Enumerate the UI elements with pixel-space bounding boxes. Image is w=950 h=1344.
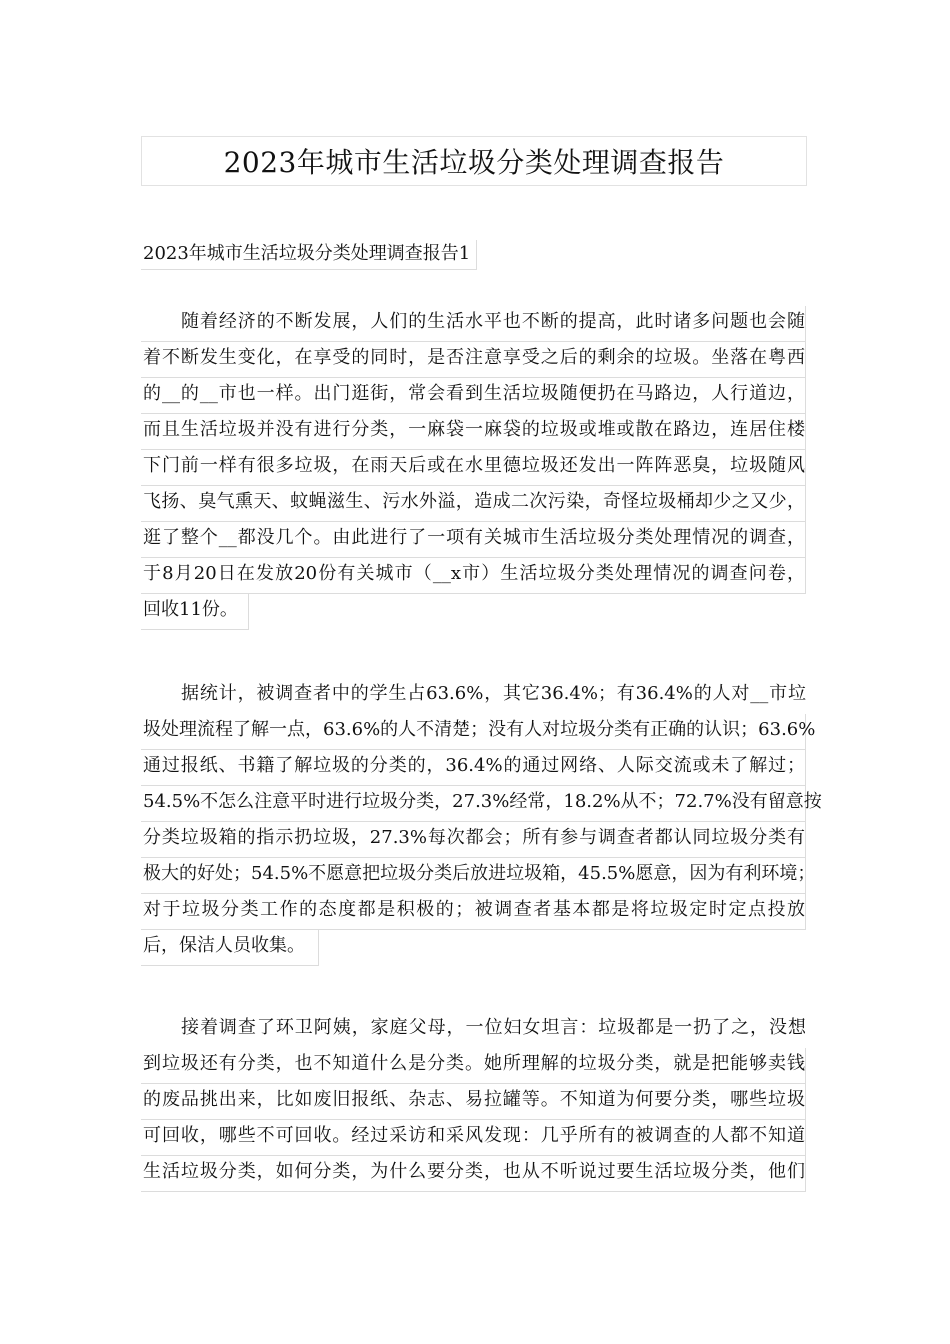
paragraph-1 xyxy=(141,306,806,630)
paragraph-line: 着不断发生变化，在享受的同时，是否注意享受之后的剩余的垃圾。坐落在粤西 xyxy=(141,342,806,378)
page-title: 2023年城市生活垃圾分类处理调查报告 xyxy=(223,146,725,179)
paragraph-line: 后，保洁人员收集。 xyxy=(141,930,319,966)
paragraph-line: 飞扬、臭气熏天、蚊蝇滋生、污水外溢，造成二次污染，奇怪垃圾桶却少之又少， xyxy=(141,486,806,522)
paragraph-line: 的废品挑出来，比如废旧报纸、杂志、易拉罐等。不知道为何要分类，哪些垃圾 xyxy=(141,1084,806,1120)
title-box xyxy=(141,136,807,186)
paragraph-line: 回收11份。 xyxy=(141,594,249,630)
paragraph-line: 分类垃圾箱的指示扔垃圾，27.3%每次都会；所有参与调查者都认同垃圾分类有 xyxy=(141,822,806,858)
paragraph-line: 逛了整个__都没几个。由此进行了一项有关城市生活垃圾分类处理情况的调查， xyxy=(141,522,806,558)
paragraph-line: 于8月20日在发放20份有关城市（__x市）生活垃圾分类处理情况的调查问卷， xyxy=(141,558,806,594)
paragraph-line: 生活垃圾分类，如何分类，为什么要分类，也从不听说过要生活垃圾分类，他们 xyxy=(141,1156,806,1192)
paragraph-line: 的__的__市也一样。出门逛街，常会看到生活垃圾随便扔在马路边，人行道边， xyxy=(141,378,806,414)
section-heading: 2023年城市生活垃圾分类处理调查报告1 xyxy=(141,240,477,270)
paragraph-line: 对于垃圾分类工作的态度都是积极的；被调查者基本都是将垃圾定时定点投放 xyxy=(141,894,806,930)
paragraph-line: 通过报纸、书籍了解垃圾的分类的，36.4%的通过网络、人际交流或未了解过； xyxy=(141,750,806,786)
paragraph-line: 而且生活垃圾并没有进行分类，一麻袋一麻袋的垃圾或堆或散在路边，连居住楼 xyxy=(141,414,806,450)
paragraph-3 xyxy=(141,1012,806,1192)
paragraph-2 xyxy=(141,678,822,966)
paragraph-line: 极大的好处；54.5%不愿意把垃圾分类后放进垃圾箱，45.5%愿意，因为有利环境； xyxy=(141,858,806,894)
paragraph-line: 随着经济的不断发展，人们的生活水平也不断的提高，此时诸多问题也会随 xyxy=(141,306,806,342)
paragraph-line: 据统计，被调查者中的学生占63.6%，其它36.4%；有36.4%的人对__市垃 xyxy=(181,683,806,704)
paragraph-line: 圾处理流程了解一点，63.6%的人不清楚；没有人对垃圾分类有正确的认识；63.6% xyxy=(141,714,806,750)
paragraph-line: 54.5%不怎么注意平时进行垃圾分类，27.3%经常，18.2%从不；72.7%没有留意按 xyxy=(141,786,806,822)
paragraph-line: 到垃圾还有分类，也不知道什么是分类。她所理解的垃圾分类，就是把能够卖钱 xyxy=(141,1048,806,1084)
paragraph-line: 接着调查了环卫阿姨，家庭父母，一位妇女坦言：垃圾都是一扔了之，没想 xyxy=(181,1017,806,1038)
paragraph-line: 可回收，哪些不可回收。经过采访和采风发现：几乎所有的被调查的人都不知道 xyxy=(141,1120,806,1156)
paragraph-line: 下门前一样有很多垃圾，在雨天后或在水里德垃圾还发出一阵阵恶臭，垃圾随风 xyxy=(141,450,806,486)
